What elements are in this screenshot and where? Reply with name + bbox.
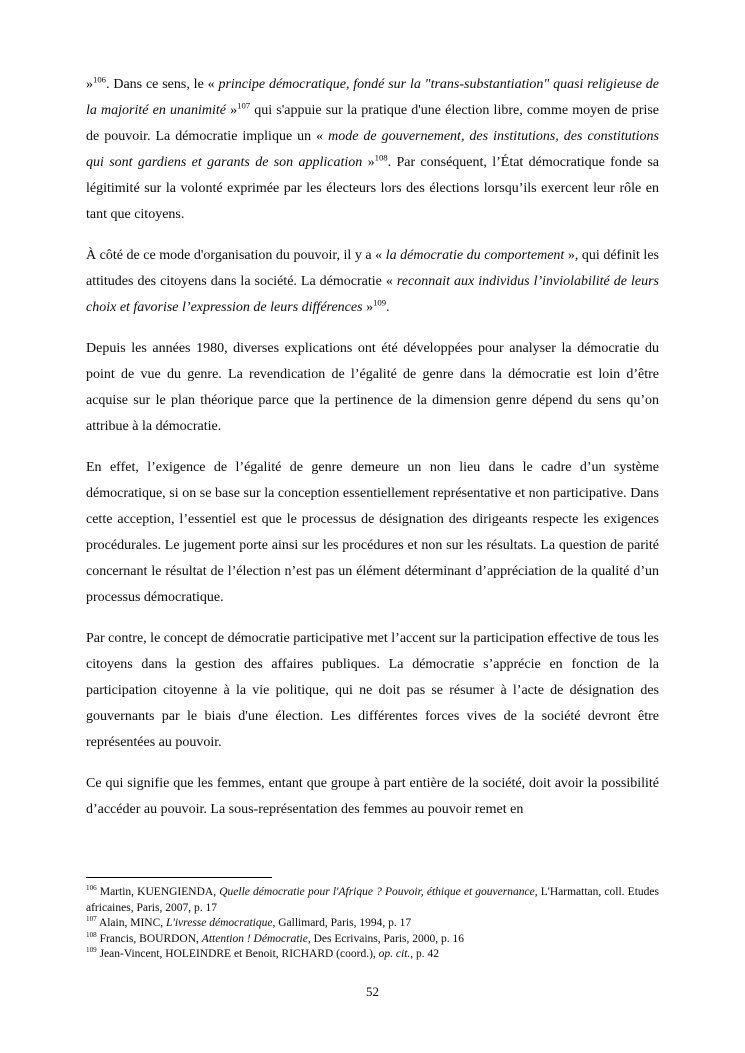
page-number: 52 — [366, 984, 379, 999]
footnote-107: $^{107}$ Alain, MINC, L'ivresse démocratique, Gallimard, Paris, 1994, p. 17 — [86, 915, 412, 930]
paragraph-2: À côté de ce mode d'organisation du pouvoir, il y a « la démocratie du comportement », qui définit les attitudes des citoyens dans la société. La démocratie « reconnait aux individus l’inviolabilité de leurs choix et favorise l’expression de leurs différences »$^{109}$. — [86, 248, 659, 315]
footnotes-section — [86, 877, 659, 963]
body-text — [86, 72, 659, 838]
paragraph-5: Par contre, le concept de démocratie participative met l’accent sur la participation effective de tous les citoyens dans la gestion des affaires publiques. La démocratie s’apprécie en fonction de la participation citoyenne à la vie politique, qui ne doit pas se résumer à l’acte de désignation des gouvernants par le biais d'une élection. Les différentes forces vives de la société devront être représentées au pouvoir. — [86, 631, 659, 750]
footnote-106: $^{106}$ Martin, KUENGIENDA, Quelle démocratie pour l'Afrique ? Pouvoir, éthique et gouvernance, L'Harmattan, coll. Etudes africaines, Paris, 2007, p. 17 — [86, 884, 659, 914]
footnote-109: $^{109}$ Jean-Vincent, HOLEINDRE et Benoit, RICHARD (coord.), op. cit., p. 42 — [86, 946, 440, 961]
paragraph-4: En effet, l’exigence de l’égalité de genre demeure un non lieu dans le cadre d’un système démocratique, si on se base sur la conception essentiellement représentative et non participative. Dans cette acception, l’essentiel est que le processus de désignation des dirigeants respecte les exigences procédurales. Le jugement porte ainsi sur les procédures et non sur les résultats. La question de parité concernant le résultat de l’élection n’est pas un élément déterminant d’appréciation de la qualité d’un processus démocratique. — [86, 460, 659, 605]
footnote-separator — [86, 877, 272, 878]
footnote-108: $^{108}$ Francis, BOURDON, Attention ! Démocratie, Des Ecrivains, Paris, 2000, p. 16 — [86, 930, 465, 945]
paragraph-3: Depuis les années 1980, diverses explications ont été développées pour analyser la démocratie du point de vue du genre. La revendication de l’égalité de genre dans la démocratie est loin d’être acquise sur le plan théorique parce que la pertinence de la dimension genre dépend du sens qu’on attribue à la démocratie. — [86, 341, 659, 434]
paragraph-6: Ce qui signifie que les femmes, entant que groupe à part entière de la société, doit avoir la possibilité d’accéder au pouvoir. La sous-représentation des femmes au pouvoir remet en — [86, 776, 659, 817]
paragraph-1: »$^{106}$. Dans ce sens, le « principe démocratique, fondé sur la "trans-substantiation" quasi religieuse de la majorité en unanimité »$^{107}$ qui s'appuie sur la pratique d'une élection libre, comme moyen de prise de pouvoir. La démocratie implique un « mode de gouvernement, des institutions, des constitutions qui sont gardiens et garants de son application »$^{108}$. Par conséquent, l’État démocratique fonde sa légitimité sur la volonté exprimée par les électeurs lors des élections lorsqu’ils exercent leur rôle en tant que citoyens. — [86, 74, 660, 222]
